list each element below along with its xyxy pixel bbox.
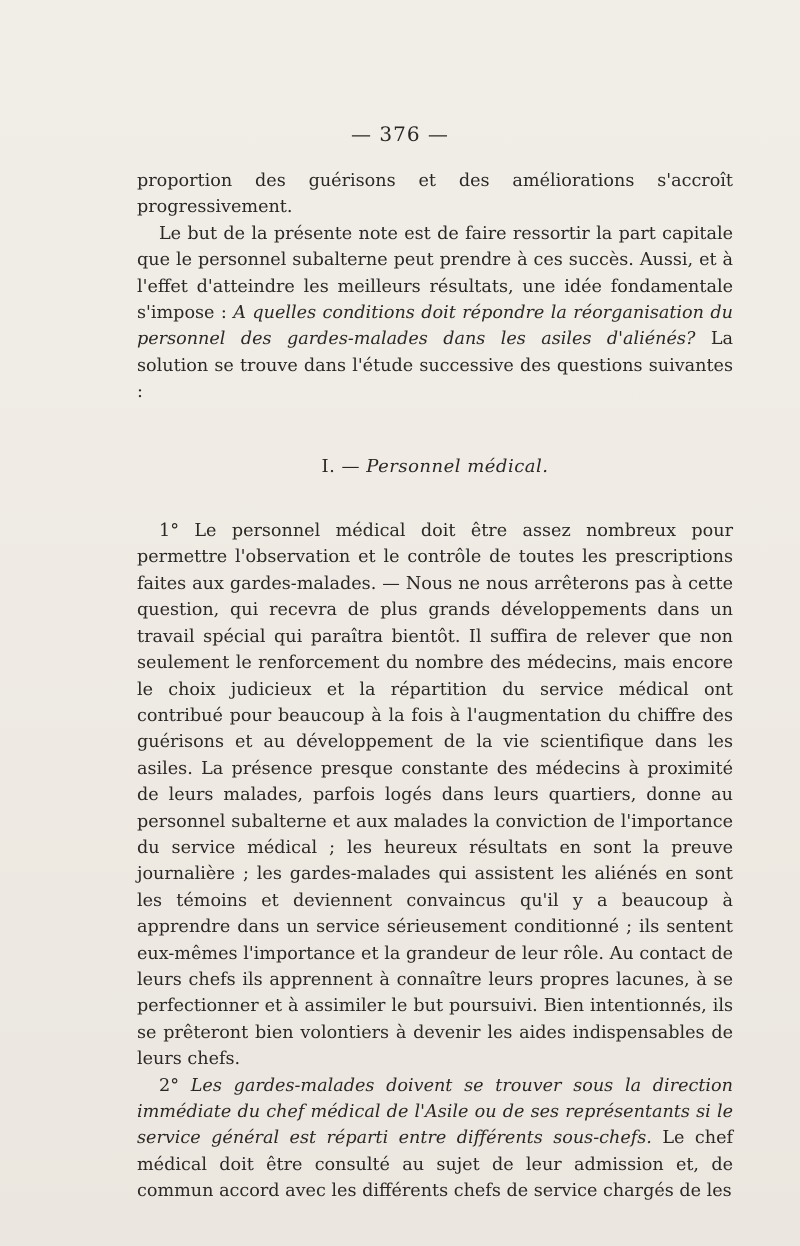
key-question: A quelles conditions doit répondre la réorganisation du personnel des gardes-malades dans les asiles d'aliénés? <box>137 303 733 350</box>
page-number: — 376 — <box>351 122 449 146</box>
section-heading <box>137 454 733 480</box>
point-2-number: 2° <box>159 1075 191 1096</box>
paragraph-point-1: 1° Le personnel médical doit être assez nombreux pour permettre l'observation et le contrôle de toutes les prescriptions faites aux gardes-malades. — Nous ne nous arrêterons pas à cette question, qui recevra de plus grands développements dans un travail spécial qui paraîtra bientôt. Il suffira de relever que non seulement le renforcement du nombre des médecins, mais encore le choix judicieux et la répartition du service médical ont contribué pour beaucoup à la fois à l'augmentation du chiffre des guérisons et au développement de la vie scientifique dans les asiles. La présence presque constante des médecins à proximité de leurs malades, parfois logés dans leurs quartiers, donne au personnel subalterne et aux malades la conviction de l'importance du service médical ; les heureux résultats en sont la preuve journalière ; les gardes-malades qui assistent les aliénés en sont les témoins et deviennent convaincus qu'il y a beaucoup à apprendre dans un service sérieusement conditionné ; ils sentent eux-mêmes l'importance et la grandeur de leur rôle. Au contact de leurs chefs ils apprennent à connaître leurs propres lacunes, à se perfectionner et à assimiler le but poursuivi. Bien intentionnés, ils se prêteront bien volontiers à devenir les aides indispensables de leurs chefs. <box>137 521 733 1070</box>
paragraph-purpose <box>137 221 733 406</box>
paragraph-continuation: proportion des guérisons et des améliorations s'accroît progressivement. <box>137 171 733 218</box>
point-2-text: Le chef médical doit être consulté au sujet de leur admission et, de commun accord avec les différents chefs de service chargés de les <box>137 1128 734 1202</box>
body-text <box>137 168 733 1205</box>
point-2-statement: Les gardes-malades doivent se trouver sous la direction immédiate du chef médical de l'Asile ou de ses représentants si le service général est réparti entre différents sous-chefs. <box>137 1075 733 1149</box>
paragraph-point-2 <box>137 1073 733 1205</box>
paragraph-purpose-text-b: La solution se trouve dans l'étude successive des questions suivantes : <box>137 329 733 403</box>
section-title: Personnel médical. <box>366 455 549 477</box>
section-number: I. — <box>321 455 367 477</box>
paragraph-purpose-text-a: Le but de la présente note est de faire ressortir la part capitale que le personnel subalterne peut prendre à ces succès. Aussi, et à l'effet d'atteindre les meilleurs résultats, une idée fondamentale s'impose : <box>137 223 733 324</box>
